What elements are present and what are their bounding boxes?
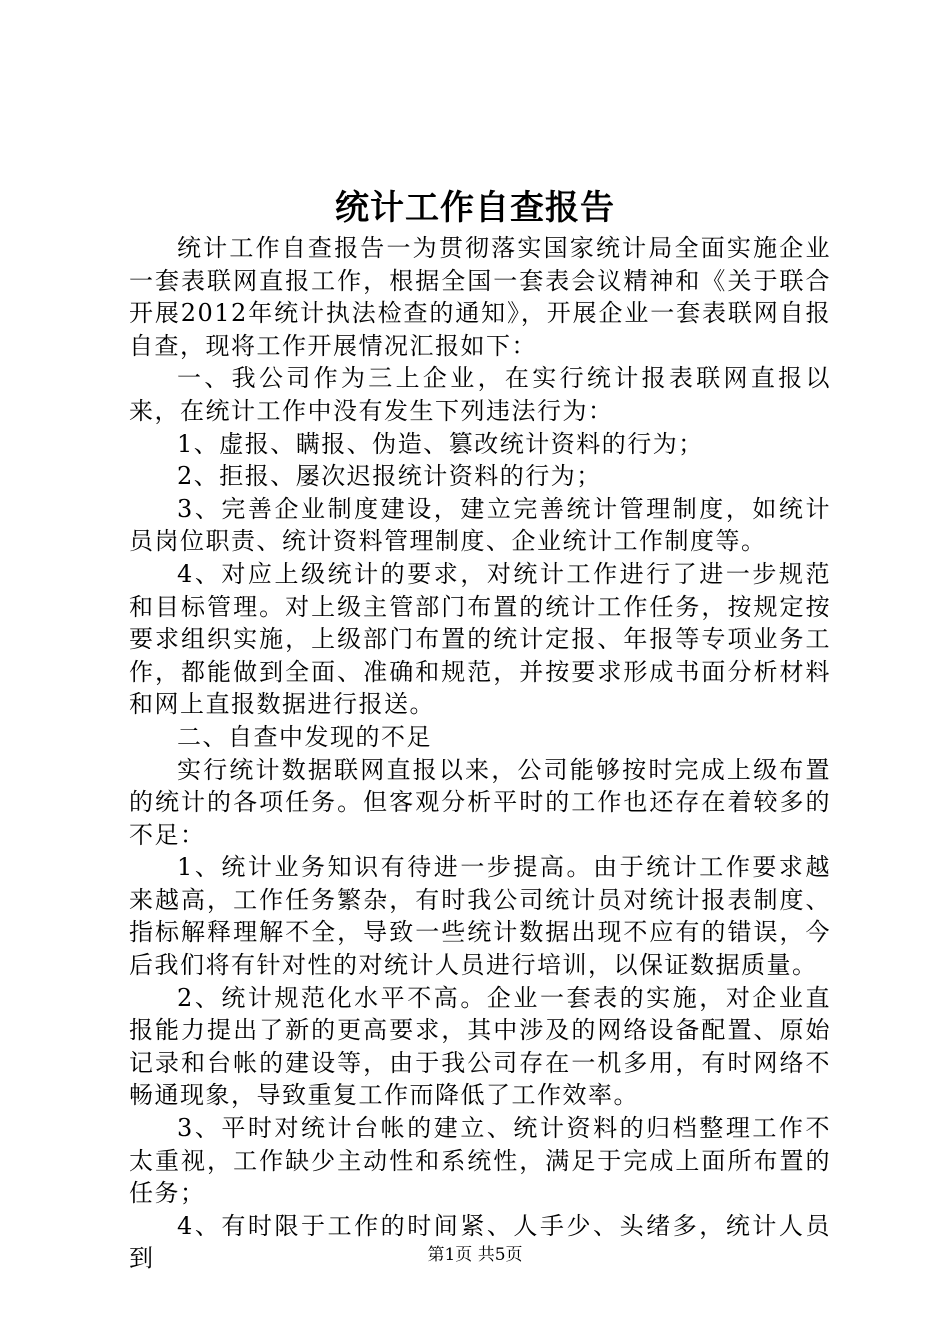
paragraph-deficiency-intro: 实行统计数据联网直报以来，公司能够按时完成上级布置的统计的各项任务。但客观分析平时的工作也还存在着较多的不足： bbox=[129, 755, 831, 849]
page-footer: 第1页 共5页 bbox=[427, 1245, 523, 1265]
paragraph-deficiency-2: 2、统计规范化水平不高。企业一套表的实施，对企业直报能力提出了新的更高要求，其中涉及的网络设备配置、原始记录和台帐的建设等，由于我公司存在一机多用，有时网络不畅通现象，导致重复工作而降低了工作效率。 bbox=[129, 983, 831, 1110]
paragraph-deficiency-1: 1、统计业务知识有待进一步提高。由于统计工作要求越来越高，工作任务繁杂，有时我公司统计员对统计报表制度、指标解释理解不全，导致一些统计数据出现不应有的错误，今后我们将有针对性的对统计人员进行培训，以保证数据质量。 bbox=[129, 853, 831, 980]
paragraph-deficiency-3: 3、平时对统计台帐的建立、统计资料的归档整理工作不太重视，工作缺少主动性和系统性，满足于完成上面所布置的任务； bbox=[129, 1114, 831, 1208]
paragraph-item-3: 3、完善企业制度建设，建立完善统计管理制度，如统计员岗位职责、统计资料管理制度、企业统计工作制度等。 bbox=[129, 494, 831, 556]
document-body bbox=[129, 232, 831, 1275]
paragraph-intro: 统计工作自查报告一为贯彻落实国家统计局全面实施企业一套表联网直报工作，根据全国一套表会议精神和《关于联合开展2012年统计执法检查的通知》，开展企业一套表联网自报自查，现将工作开展情况汇报如下： bbox=[129, 234, 831, 360]
paragraph-item-2: 2、拒报、屡次迟报统计资料的行为； bbox=[177, 462, 602, 491]
document-title: 统计工作自查报告 bbox=[335, 188, 615, 228]
paragraph-deficiency-4: 4、有时限于工作的时间紧、人手少、头绪多，统计人员到 bbox=[129, 1211, 831, 1273]
paragraph-item-1: 1、虚报、瞒报、伪造、篡改统计资料的行为； bbox=[177, 429, 704, 458]
paragraph-section-two: 二、自查中发现的不足 bbox=[177, 722, 432, 751]
paragraph-section-one: 一、我公司作为三上企业，在实行统计报表联网直报以来，在统计工作中没有发生下列违法行为： bbox=[129, 364, 831, 425]
paragraph-item-4: 4、对应上级统计的要求，对统计工作进行了进一步规范和目标管理。对上级主管部门布置的统计工作任务，按规定按要求组织实施，上级部门布置的统计定报、年报等专项业务工作，都能做到全面、准确和规范，并按要求形成书面分析材料和网上直报数据进行报送。 bbox=[129, 559, 831, 719]
